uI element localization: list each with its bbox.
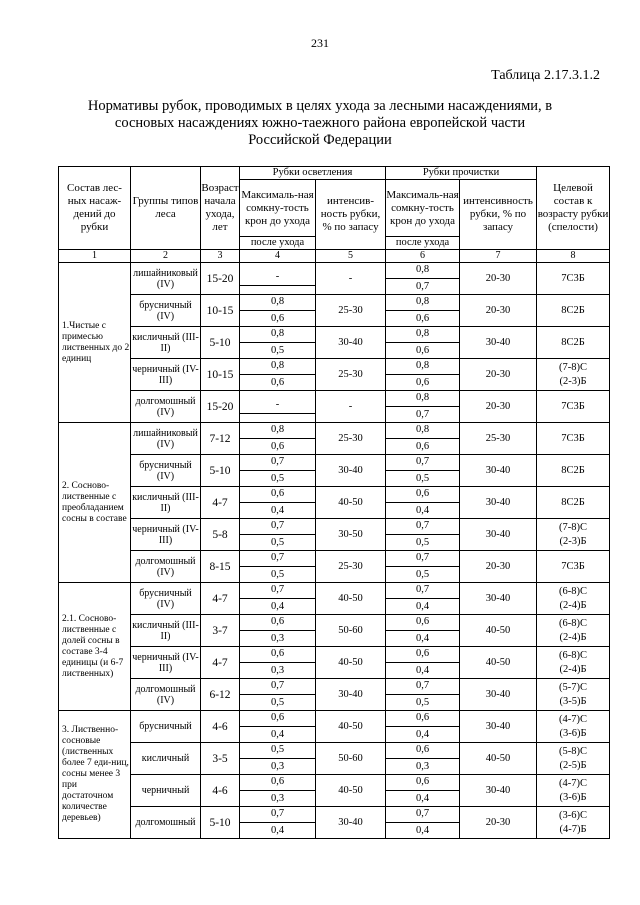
group-name-cell: 3. Лиственно-сосновые (лиственных более 7 еди-ниц, сосны менее 3 при достаточном количестве деревьев) — [59, 711, 131, 839]
table-row — [59, 743, 610, 775]
forest-type-cell: лишайниковый (IV) — [131, 263, 201, 295]
target-pine: (5-7)С — [559, 681, 588, 693]
forest-type-cell: кисличный — [131, 743, 201, 775]
crown-before-2: 0,8 — [386, 327, 459, 343]
start-age-cell: 3-7 — [201, 615, 240, 647]
table-row — [59, 551, 610, 583]
crown-before-2: 0,7 — [386, 807, 459, 823]
table-row — [59, 295, 610, 327]
start-age-cell: 4-7 — [201, 583, 240, 615]
header-after-care: после ухода — [386, 237, 460, 250]
crown-before: 0,8 — [240, 295, 315, 311]
crown-density-cell-2 — [386, 295, 460, 327]
crown-after: 0,3 — [270, 793, 285, 804]
forest-type-cell: брусничный (IV) — [131, 295, 201, 327]
target-birch: (3-5)Б — [559, 695, 587, 707]
crown-after: 0,3 — [270, 665, 285, 676]
crown-density-cell-2 — [386, 615, 460, 647]
group-name-cell: 2.1. Сосново-лиственные с долей сосны в составе 3-4 единицы (и 6-7 лиственных) — [59, 583, 131, 711]
intensity-cell: - — [316, 391, 386, 423]
intensity-cell-2: 30-40 — [460, 327, 537, 359]
intensity-cell-2: 30-40 — [460, 519, 537, 551]
intensity-cell: 25-30 — [316, 295, 386, 327]
crown-after: 0,6 — [270, 313, 285, 324]
target-composition-cell — [537, 775, 610, 807]
target-pine: (4-7)С — [559, 713, 588, 725]
start-age-cell: 5-10 — [201, 807, 240, 839]
title-line: Нормативы рубок, проводимых в целях ухода за лесными насаждениями, в — [87, 98, 553, 114]
crown-before-2: 0,8 — [386, 263, 459, 279]
crown-before: 0,8 — [240, 359, 315, 375]
target-composition-cell — [537, 615, 610, 647]
crown-before-2: 0,7 — [386, 455, 459, 471]
crown-after-2: 0,5 — [415, 569, 430, 580]
group-name-cell: 2. Сосново-лиственные с преобладанием сосны в составе — [59, 423, 131, 583]
table-row — [59, 487, 610, 519]
crown-after-2: 0,5 — [415, 537, 430, 548]
intensity-cell: 30-40 — [316, 679, 386, 711]
target-composition-cell — [537, 679, 610, 711]
intensity-cell: 40-50 — [316, 775, 386, 807]
forest-type-cell: долгомошный — [131, 807, 201, 839]
intensity-cell: - — [316, 263, 386, 295]
intensity-cell-2: 20-30 — [460, 391, 537, 423]
crown-density-cell-2 — [386, 647, 460, 679]
crown-density-cell-2 — [386, 327, 460, 359]
target-birch: (2-4)Б — [559, 631, 587, 643]
intensity-cell-2: 25-30 — [460, 423, 537, 455]
target-composition-cell — [537, 455, 610, 487]
crown-before: 0,7 — [240, 455, 315, 471]
start-age-cell: 4-6 — [201, 711, 240, 743]
crown-after — [240, 286, 315, 287]
crown-before: 0,6 — [240, 487, 315, 503]
target-composition-cell — [537, 295, 610, 327]
crown-after-2: 0,4 — [415, 793, 430, 804]
crown-density-cell-2 — [386, 807, 460, 839]
crown-before-2: 0,8 — [386, 391, 459, 407]
target-composition-cell — [537, 583, 610, 615]
header-intensity-2: интенсивность рубки, % по запасу — [460, 180, 537, 250]
column-number: 1 — [59, 250, 131, 263]
header-forest-groups: Группы типов леса — [131, 167, 201, 250]
crown-after: 0,3 — [270, 633, 285, 644]
group-name-cell: 1.Чистые с примесью лиственных до 2 единиц — [59, 263, 131, 423]
crown-density-cell — [240, 647, 316, 679]
intensity-cell-2: 20-30 — [460, 295, 537, 327]
crown-before-2: 0,6 — [386, 711, 459, 727]
table-row — [59, 391, 610, 423]
crown-density-cell-2 — [386, 775, 460, 807]
intensity-cell-2: 20-30 — [460, 807, 537, 839]
table-row — [59, 775, 610, 807]
crown-after-2: 0,6 — [415, 441, 430, 452]
start-age-cell: 5-10 — [201, 455, 240, 487]
intensity-cell-2: 20-30 — [460, 551, 537, 583]
crown-density-cell — [240, 807, 316, 839]
intensity-cell-2: 30-40 — [460, 711, 537, 743]
target-composition-cell — [537, 487, 610, 519]
target-birch: (2-3)Б — [559, 375, 587, 387]
crown-before: 0,6 — [240, 647, 315, 663]
crown-density-cell — [240, 391, 316, 423]
crown-before-2: 0,6 — [386, 775, 459, 791]
crown-after: 0,5 — [270, 537, 285, 548]
title-line: сосновых насаждениях южно-таежного района европейской части — [114, 115, 526, 131]
crown-density-cell — [240, 519, 316, 551]
crown-before-2: 0,7 — [386, 679, 459, 695]
crown-before: 0,5 — [240, 743, 315, 759]
intensity-cell-2: 30-40 — [460, 679, 537, 711]
forest-type-cell: лишайниковый (IV) — [131, 423, 201, 455]
forest-type-cell: долгомошный (IV) — [131, 679, 201, 711]
crown-after-2: 0,6 — [415, 377, 430, 388]
column-number: 5 — [316, 250, 386, 263]
start-age-cell: 10-15 — [201, 359, 240, 391]
intensity-cell: 50-60 — [316, 743, 386, 775]
table-row — [59, 519, 610, 551]
target-birch: (2-4)Б — [559, 663, 587, 675]
header-start-age: Возраст начала ухода, лет — [201, 167, 240, 250]
crown-after: 0,3 — [270, 761, 285, 772]
intensity-cell-2: 30-40 — [460, 455, 537, 487]
target-pine: (6-8)С — [559, 617, 588, 629]
norms-table — [58, 166, 610, 839]
header-max-crown: Максималь-ная сомкну-тость крон до ухода — [240, 180, 316, 237]
start-age-cell: 4-7 — [201, 487, 240, 519]
crown-density-cell — [240, 263, 316, 295]
intensity-cell-2: 30-40 — [460, 583, 537, 615]
column-number: 2 — [131, 250, 201, 263]
forest-type-cell: черничный — [131, 775, 201, 807]
intensity-cell: 40-50 — [316, 711, 386, 743]
crown-density-cell — [240, 455, 316, 487]
crown-after-2: 0,5 — [415, 697, 430, 708]
intensity-cell: 30-40 — [316, 807, 386, 839]
intensity-cell-2: 40-50 — [460, 615, 537, 647]
target-composition-cell — [537, 391, 610, 423]
start-age-cell: 8-15 — [201, 551, 240, 583]
forest-type-cell: долгомошный (IV) — [131, 391, 201, 423]
target-composition-cell — [537, 423, 610, 455]
target-composition-cell — [537, 327, 610, 359]
crown-before: 0,6 — [240, 711, 315, 727]
start-age-cell: 6-12 — [201, 679, 240, 711]
table-body — [59, 167, 610, 839]
table-row — [59, 679, 610, 711]
crown-before: 0,7 — [240, 519, 315, 535]
crown-before: 0,6 — [240, 775, 315, 791]
forest-type-cell: брусничный — [131, 711, 201, 743]
crown-before: 0,7 — [240, 551, 315, 567]
header-cleaning: Рубки осветления — [240, 167, 386, 180]
table-row — [59, 711, 610, 743]
target-composition-cell — [537, 359, 610, 391]
target-pine: 8С2Б — [561, 464, 585, 476]
crown-before-2: 0,6 — [386, 647, 459, 663]
start-age-cell: 15-20 — [201, 391, 240, 423]
crown-before: 0,8 — [240, 423, 315, 439]
column-number: 6 — [386, 250, 460, 263]
intensity-cell: 40-50 — [316, 647, 386, 679]
column-numbers-row — [59, 250, 610, 263]
crown-before-2: 0,6 — [386, 615, 459, 631]
crown-after-2: 0,4 — [415, 633, 430, 644]
table-row — [59, 263, 610, 295]
crown-density-cell-2 — [386, 263, 460, 295]
table-label: Таблица 2.17.3.1.2 — [491, 68, 600, 83]
target-composition-cell — [537, 807, 610, 839]
target-pine: (6-8)С — [559, 585, 588, 597]
table-row — [59, 359, 610, 391]
target-pine: 8С2Б — [561, 336, 585, 348]
crown-after: 0,5 — [270, 473, 285, 484]
intensity-cell: 30-40 — [316, 327, 386, 359]
crown-density-cell-2 — [386, 519, 460, 551]
target-birch: (3-6)Б — [559, 791, 587, 803]
crown-density-cell — [240, 775, 316, 807]
crown-after-2: 0,5 — [415, 473, 430, 484]
target-composition-cell — [537, 263, 610, 295]
forest-type-cell: черничный (IV-III) — [131, 359, 201, 391]
header-composition: Состав лес-ных насаж-дений до рубки — [59, 167, 131, 250]
crown-after-2: 0,6 — [415, 345, 430, 356]
target-pine: 7С3Б — [561, 400, 585, 412]
crown-before-2: 0,7 — [386, 583, 459, 599]
target-pine: 7С3Б — [561, 432, 585, 444]
target-composition-cell — [537, 743, 610, 775]
intensity-cell: 30-50 — [316, 519, 386, 551]
target-composition-cell — [537, 711, 610, 743]
header-thinning: Рубки прочистки — [386, 167, 537, 180]
header-max-crown-2: Максималь-ная сомкну-тость крон до ухода — [386, 180, 460, 237]
crown-density-cell — [240, 295, 316, 327]
crown-density-cell-2 — [386, 359, 460, 391]
target-composition-cell — [537, 647, 610, 679]
crown-after-2: 0,4 — [415, 601, 430, 612]
start-age-cell: 7-12 — [201, 423, 240, 455]
target-pine: 8С2Б — [561, 496, 585, 508]
crown-after: 0,6 — [270, 377, 285, 388]
crown-density-cell — [240, 359, 316, 391]
crown-after: 0,6 — [270, 441, 285, 452]
crown-density-cell — [240, 423, 316, 455]
target-pine: (7-8)С — [559, 361, 588, 373]
header-intensity: интенсив-ность рубки, % по запасу — [316, 180, 386, 250]
crown-after-2: 0,6 — [415, 313, 430, 324]
crown-density-cell-2 — [386, 487, 460, 519]
crown-density-cell-2 — [386, 423, 460, 455]
crown-density-cell — [240, 551, 316, 583]
forest-type-cell: кисличный (III-II) — [131, 615, 201, 647]
crown-density-cell-2 — [386, 679, 460, 711]
crown-after-2: 0,7 — [415, 409, 430, 420]
crown-density-cell — [240, 615, 316, 647]
intensity-cell: 25-30 — [316, 423, 386, 455]
intensity-cell: 50-60 — [316, 615, 386, 647]
header-row — [59, 167, 610, 180]
table-row — [59, 327, 610, 359]
crown-before-2: 0,6 — [386, 487, 459, 503]
target-birch: (4-7)Б — [559, 823, 587, 835]
target-birch: (2-5)Б — [559, 759, 587, 771]
crown-after-2: 0,4 — [415, 825, 430, 836]
start-age-cell: 3-5 — [201, 743, 240, 775]
table-row — [59, 423, 610, 455]
header-target: Целевой состав к возрасту рубки (спелости) — [537, 167, 610, 250]
crown-density-cell-2 — [386, 743, 460, 775]
crown-after-2: 0,7 — [415, 281, 430, 292]
crown-after: 0,4 — [270, 505, 285, 516]
intensity-cell-2: 20-30 — [460, 359, 537, 391]
column-number: 7 — [460, 250, 537, 263]
crown-before-2: 0,7 — [386, 551, 459, 567]
start-age-cell: 5-8 — [201, 519, 240, 551]
intensity-cell: 25-30 — [316, 551, 386, 583]
crown-before: - — [240, 270, 315, 286]
crown-density-cell — [240, 583, 316, 615]
target-pine: (5-8)С — [559, 745, 588, 757]
crown-before-2: 0,6 — [386, 743, 459, 759]
crown-after: 0,4 — [270, 729, 285, 740]
crown-after-2: 0,3 — [415, 761, 430, 772]
crown-after: 0,5 — [270, 569, 285, 580]
intensity-cell-2: 30-40 — [460, 775, 537, 807]
target-pine: (7-8)С — [559, 521, 588, 533]
crown-before: 0,7 — [240, 807, 315, 823]
crown-density-cell-2 — [386, 391, 460, 423]
crown-density-cell-2 — [386, 455, 460, 487]
crown-after-2: 0,4 — [415, 505, 430, 516]
crown-after: 0,5 — [270, 345, 285, 356]
crown-before: 0,7 — [240, 679, 315, 695]
start-age-cell: 4-6 — [201, 775, 240, 807]
crown-before-2: 0,8 — [386, 359, 459, 375]
crown-after: 0,4 — [270, 825, 285, 836]
crown-after-2: 0,4 — [415, 729, 430, 740]
table-row — [59, 647, 610, 679]
header-after-care: после ухода — [240, 237, 316, 250]
target-pine: 8С2Б — [561, 304, 585, 316]
crown-before: 0,8 — [240, 327, 315, 343]
intensity-cell-2: 20-30 — [460, 263, 537, 295]
start-age-cell: 4-7 — [201, 647, 240, 679]
target-birch: (2-3)Б — [559, 535, 587, 547]
intensity-cell: 40-50 — [316, 487, 386, 519]
start-age-cell: 15-20 — [201, 263, 240, 295]
target-birch: (3-6)Б — [559, 727, 587, 739]
column-number: 8 — [537, 250, 610, 263]
crown-before: 0,6 — [240, 615, 315, 631]
title-line: Российской Федерации — [248, 132, 392, 148]
crown-density-cell — [240, 679, 316, 711]
target-pine: 7С3Б — [561, 560, 585, 572]
crown-after: 0,5 — [270, 697, 285, 708]
forest-type-cell: кисличный (III-II) — [131, 487, 201, 519]
crown-after — [240, 414, 315, 415]
crown-before: 0,7 — [240, 583, 315, 599]
crown-after-2: 0,4 — [415, 665, 430, 676]
start-age-cell: 10-15 — [201, 295, 240, 327]
target-birch: (2-4)Б — [559, 599, 587, 611]
forest-type-cell: черничный (IV-III) — [131, 647, 201, 679]
target-composition-cell — [537, 519, 610, 551]
crown-density-cell — [240, 487, 316, 519]
forest-type-cell: брусничный (IV) — [131, 455, 201, 487]
start-age-cell: 5-10 — [201, 327, 240, 359]
page-number: 231 — [311, 36, 329, 50]
intensity-cell: 25-30 — [316, 359, 386, 391]
table-row — [59, 455, 610, 487]
crown-density-cell — [240, 711, 316, 743]
crown-density-cell-2 — [386, 711, 460, 743]
forest-type-cell: черничный (IV-III) — [131, 519, 201, 551]
crown-density-cell — [240, 743, 316, 775]
column-number: 4 — [240, 250, 316, 263]
target-pine: (3-6)С — [559, 809, 588, 821]
crown-before: - — [240, 398, 315, 414]
column-number: 3 — [201, 250, 240, 263]
intensity-cell-2: 40-50 — [460, 743, 537, 775]
table-row — [59, 615, 610, 647]
target-pine: (6-8)С — [559, 649, 588, 661]
target-composition-cell — [537, 551, 610, 583]
forest-type-cell: брусничный (IV) — [131, 583, 201, 615]
target-pine: 7С3Б — [561, 272, 585, 284]
crown-density-cell-2 — [386, 583, 460, 615]
intensity-cell-2: 40-50 — [460, 647, 537, 679]
intensity-cell: 30-40 — [316, 455, 386, 487]
target-pine: (4-7)С — [559, 777, 588, 789]
crown-before-2: 0,8 — [386, 295, 459, 311]
intensity-cell: 40-50 — [316, 583, 386, 615]
forest-type-cell: кисличный (III-II) — [131, 327, 201, 359]
forest-type-cell: долгомошный (IV) — [131, 551, 201, 583]
table-row — [59, 807, 610, 839]
crown-density-cell-2 — [386, 551, 460, 583]
crown-density-cell — [240, 327, 316, 359]
crown-before-2: 0,8 — [386, 423, 459, 439]
crown-before-2: 0,7 — [386, 519, 459, 535]
table-title — [0, 98, 640, 149]
intensity-cell-2: 30-40 — [460, 487, 537, 519]
crown-after: 0,4 — [270, 601, 285, 612]
table-row — [59, 583, 610, 615]
